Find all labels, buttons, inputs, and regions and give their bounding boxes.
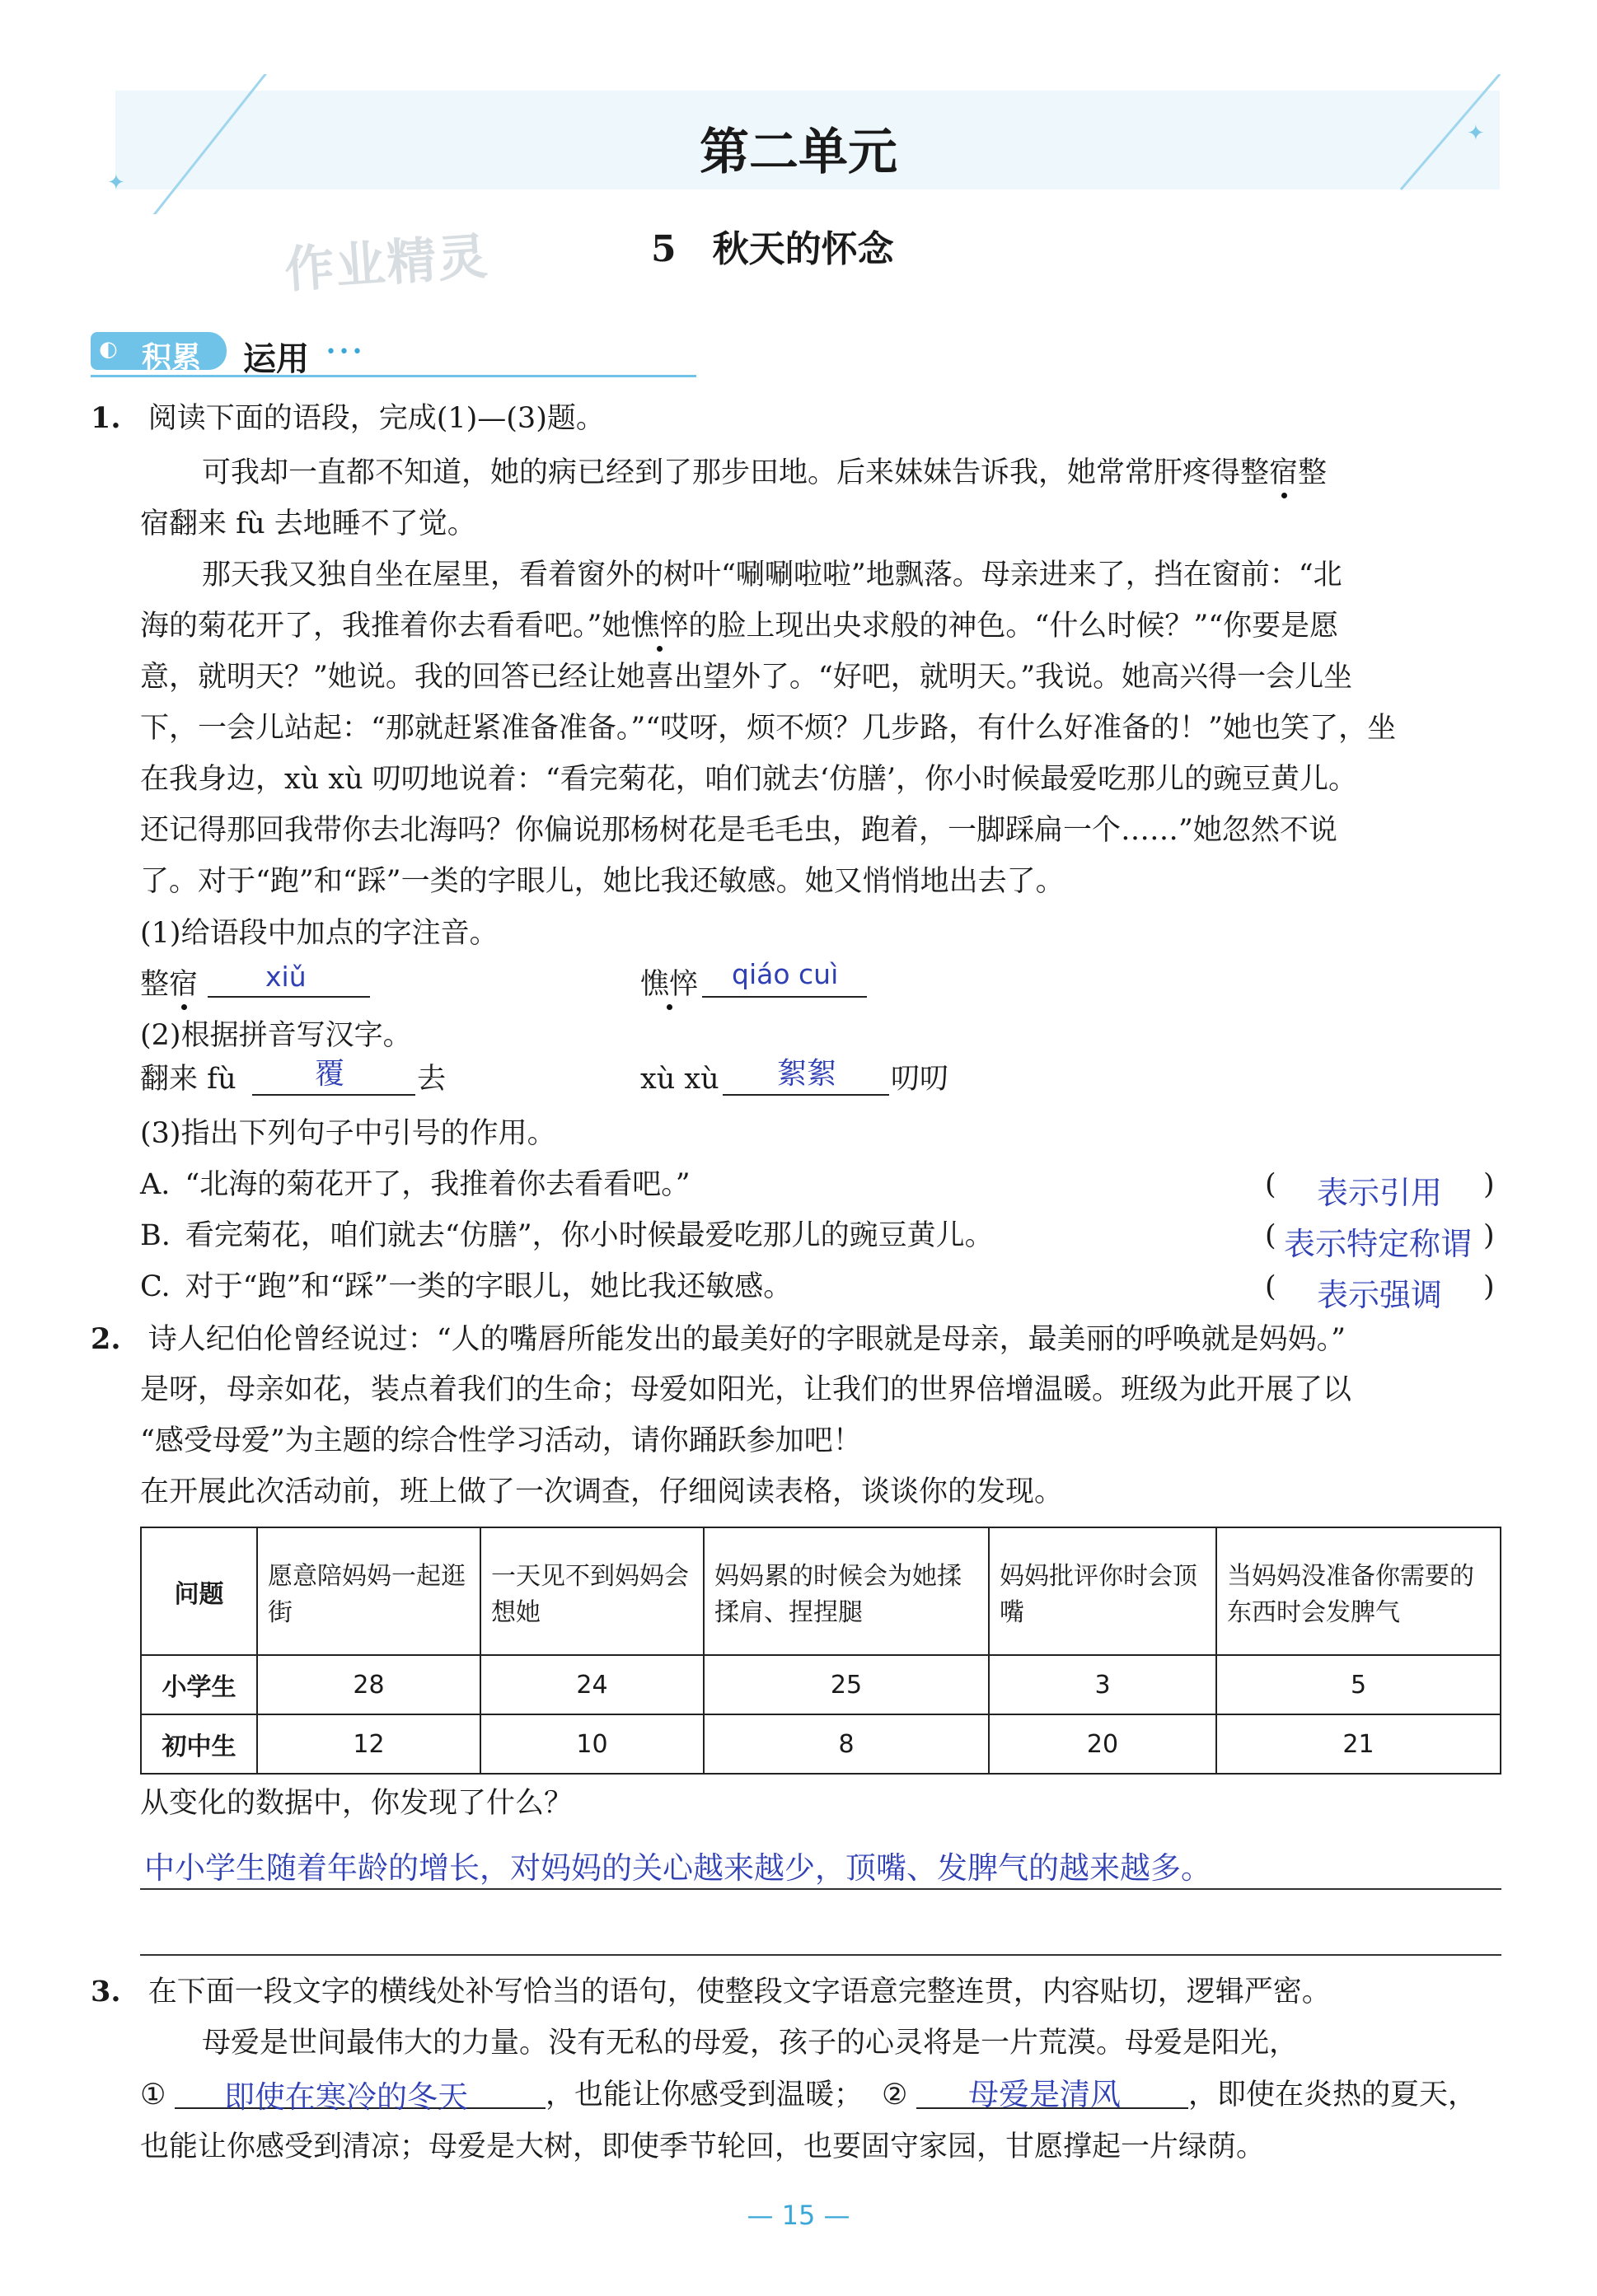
watermark: 作业精灵 — [283, 227, 491, 300]
q1-sub2-b-post: 叨叨 — [891, 1063, 949, 1096]
table-cell: 10 — [480, 1714, 704, 1774]
q2-line1 — [91, 1322, 1346, 1356]
text-span: 可我却一直都不知道，她的病已经到了那步田地。后来妹妹告诉我，她常常肝疼得整 — [202, 456, 1270, 489]
q1-para2-line6: 还记得那回我带你去北海吗？你偏说那杨树花是毛毛虫，跑着，一脚踩扁一个……”她忽然不说 — [140, 814, 1337, 847]
handwritten-answer: 覆 — [315, 1057, 345, 1091]
handwritten-answer: xiǔ — [265, 961, 307, 993]
section-underline — [91, 375, 696, 377]
q1-para1-line2: 宿翻来 fù 去地睡不了觉。 — [140, 507, 476, 540]
row-label: 初中生 — [141, 1714, 257, 1774]
handwritten-answer: 表示强调 — [1317, 1277, 1443, 1313]
q3-line1: 母爱是世间最伟大的力量。没有无私的母爱，孩子的心灵将是一片荒漠。母爱是阳光， — [202, 2027, 1299, 2060]
option-label: C. — [140, 1270, 171, 1303]
answer-blank[interactable] — [702, 996, 867, 998]
table-cell: 21 — [1216, 1714, 1501, 1774]
handwritten-answer: 絮絮 — [777, 1057, 837, 1091]
q3-marker-2: ② — [882, 2079, 908, 2111]
option-text: “北海的菊花开了，我推着你去看看吧。” — [185, 1168, 691, 1201]
section-header — [91, 327, 696, 376]
page-number: — 15 — — [747, 2200, 850, 2231]
table-cell: 20 — [989, 1714, 1216, 1774]
handwritten-answer: 中小学生随着年龄的增长，对妈妈的关心越来越少，顶嘴、发脾气的越来越多。 — [144, 1850, 1211, 1886]
table-cell: 25 — [704, 1655, 989, 1714]
table-cell: 28 — [257, 1655, 480, 1714]
q1-para2-line3: 意，就明天？”她说。我的回答已经让她喜出望外了。“好吧，就明天。”我说。她高兴得一会儿坐 — [140, 661, 1353, 694]
section-title: 运用 — [243, 340, 309, 378]
unit-title: 第二单元 — [700, 124, 897, 181]
option-label: A. — [140, 1168, 171, 1201]
q1-sub2-b-pre: xù xù — [640, 1063, 719, 1096]
q2-number: 2. — [91, 1322, 121, 1356]
q1-sub1-word2 — [640, 970, 698, 999]
q1-sub1-word1 — [140, 970, 198, 999]
paren-open: ( — [1265, 1270, 1276, 1303]
answer-blank[interactable] — [723, 1094, 889, 1096]
text-span: 海的菊花开了，我推着你去看看吧。”她 — [140, 610, 631, 643]
q2-question: 从变化的数据中，你发现了什么？ — [140, 1787, 574, 1820]
paren-open: ( — [1265, 1168, 1276, 1201]
q1-para2-line7: 了。对于“跑”和“踩”一类的字眼儿，她比我还敏感。她又悄悄地出去了。 — [140, 865, 1065, 898]
handwritten-answer: 表示特定称谓 — [1284, 1226, 1473, 1262]
lesson-title: 5 秋天的怀念 — [651, 228, 894, 270]
text-span: 的脸上现出央求般的神色。“什么时候？”“你要是愿 — [688, 610, 1339, 643]
dotted-char: 宿 — [1269, 456, 1299, 489]
dotted-char: 宿 — [169, 968, 199, 1001]
handwritten-answer: 母爱是清风 — [968, 2077, 1121, 2112]
q1-prompt: 阅读下面的语段，完成(1)—(3)题。 — [148, 402, 605, 435]
table-cell: 8 — [704, 1714, 989, 1774]
survey-table — [140, 1527, 1501, 1775]
q3-prompt: 在下面一段文字的横线处补写恰当的语句，使整段文字语意完整连贯，内容贴切，逻辑严密。 — [148, 1976, 1331, 2008]
table-cell: 24 — [480, 1655, 704, 1714]
q1-sub3-item-a — [140, 1168, 691, 1201]
answer-line[interactable] — [140, 1954, 1501, 1956]
q1-para2-line2 — [140, 612, 1338, 641]
table-row — [141, 1655, 1501, 1714]
table-header-cell: 一天见不到妈妈会想她 — [480, 1527, 704, 1655]
text-span: 诗人纪伯伦曾经说过：“人的嘴唇所能发出的最美好的字眼就是母亲，最美丽的呼唤就是妈妈。” — [148, 1323, 1346, 1356]
q2-line3: “感受母爱”为主题的综合性学习活动，请你踊跃参加吧！ — [140, 1424, 862, 1457]
q1-para2-line5: 在我身边，xù xù 叨叨地说着：“看完菊花，咱们就去‘仿膳’，你小时候最爱吃那儿的豌豆黄儿。 — [140, 763, 1357, 796]
handwritten-answer: 表示引用 — [1317, 1175, 1443, 1211]
table-cell: 3 — [989, 1655, 1216, 1714]
answer-blank[interactable] — [252, 1094, 415, 1096]
dotted-word: 憔悴 — [630, 610, 689, 643]
option-text: 对于“跑”和“踩”一类的字眼儿，她比我还敏感。 — [185, 1270, 793, 1303]
section-badge-icon: ◐ — [99, 337, 118, 362]
q3-prompt-line — [91, 1977, 1331, 2007]
q1-sub2-prompt: (2)根据拼音写汉字。 — [140, 1019, 412, 1052]
q3-mid-text: ，也能让你感受到温暖； — [546, 2079, 864, 2111]
row-label: 小学生 — [141, 1655, 257, 1714]
q1-para1-line1 — [202, 456, 1328, 489]
option-label: B. — [140, 1219, 171, 1252]
q3-marker-1: ① — [140, 2079, 166, 2111]
star-icon: ✦ — [107, 171, 125, 195]
table-header-row — [141, 1527, 1501, 1655]
section-badge-label: 积累 — [142, 341, 202, 375]
table-cell: 12 — [257, 1714, 480, 1774]
table-cell: 5 — [1216, 1655, 1501, 1714]
dotted-word: 憔悴 — [640, 968, 699, 1001]
q1-para2-line4: 下，一会儿站起：“那就赶紧准备准备。”“哎呀，烦不烦？几步路，有什么好准备的！”她也笑了，坐 — [140, 712, 1397, 745]
option-text: 看完菊花，咱们就去“仿膳”，你小时候最爱吃那儿的豌豆黄儿。 — [185, 1219, 994, 1252]
table-header-cell: 妈妈累的时候会为她揉揉肩、捏捏腿 — [704, 1527, 989, 1655]
text-span: 整 — [1298, 456, 1328, 489]
section-dots: ••• — [325, 342, 365, 362]
q1-sub1-prompt: (1)给语段中加点的字注音。 — [140, 917, 499, 950]
paren-open: ( — [1265, 1219, 1276, 1252]
paren-close: ) — [1483, 1270, 1495, 1303]
q2-line2: 是呀，母亲如花，装点着我们的生命；母爱如阳光，让我们的世界倍增温暖。班级为此开展了以 — [140, 1373, 1352, 1406]
paren-close: ) — [1483, 1168, 1495, 1201]
handwritten-answer: qiáo cuì — [732, 958, 839, 990]
q1-sub3-prompt: (3)指出下列句子中引号的作用。 — [140, 1117, 556, 1150]
q1-sub2-a-post: 去 — [417, 1063, 447, 1096]
q1-sub3-item-c — [140, 1270, 793, 1303]
paren-close: ) — [1483, 1219, 1495, 1252]
q1-sub2-a-pre: 翻来 fù — [140, 1063, 237, 1096]
handwritten-answer: 即使在寒冷的冬天 — [224, 2079, 468, 2115]
q3-tail-text: ，即使在炎热的夏天， — [1188, 2079, 1478, 2111]
q3-line3: 也能让你感受到清凉；母爱是大树，即使季节轮回，也要固守家园，甘愿撑起一片绿荫。 — [140, 2130, 1266, 2163]
answer-blank[interactable] — [208, 996, 370, 998]
q1-para2-line1: 那天我又独自坐在屋里，看着窗外的树叶“唰唰啦啦”地飘落。母亲进来了，挡在窗前：“北 — [202, 559, 1342, 592]
table-header-cell: 愿意陪妈妈一起逛街 — [257, 1527, 480, 1655]
q2-line4: 在开展此次活动前，班上做了一次调查，仔细阅读表格，谈谈你的发现。 — [140, 1475, 1064, 1508]
star-icon: ✦ — [1467, 121, 1485, 146]
table-header-cell: 妈妈批评你时会顶嘴 — [989, 1527, 1216, 1655]
text-span: 整 — [140, 968, 170, 1001]
q3-number: 3. — [91, 1975, 121, 2008]
table-row — [141, 1714, 1501, 1774]
answer-line[interactable] — [140, 1888, 1501, 1890]
table-header-cell: 当妈妈没准备你需要的东西时会发脾气 — [1216, 1527, 1501, 1655]
q1-number: 1. — [91, 401, 121, 435]
q1-sub3-item-b — [140, 1219, 994, 1252]
q1-prompt-line — [91, 401, 605, 435]
table-header-label: 问题 — [141, 1527, 257, 1655]
